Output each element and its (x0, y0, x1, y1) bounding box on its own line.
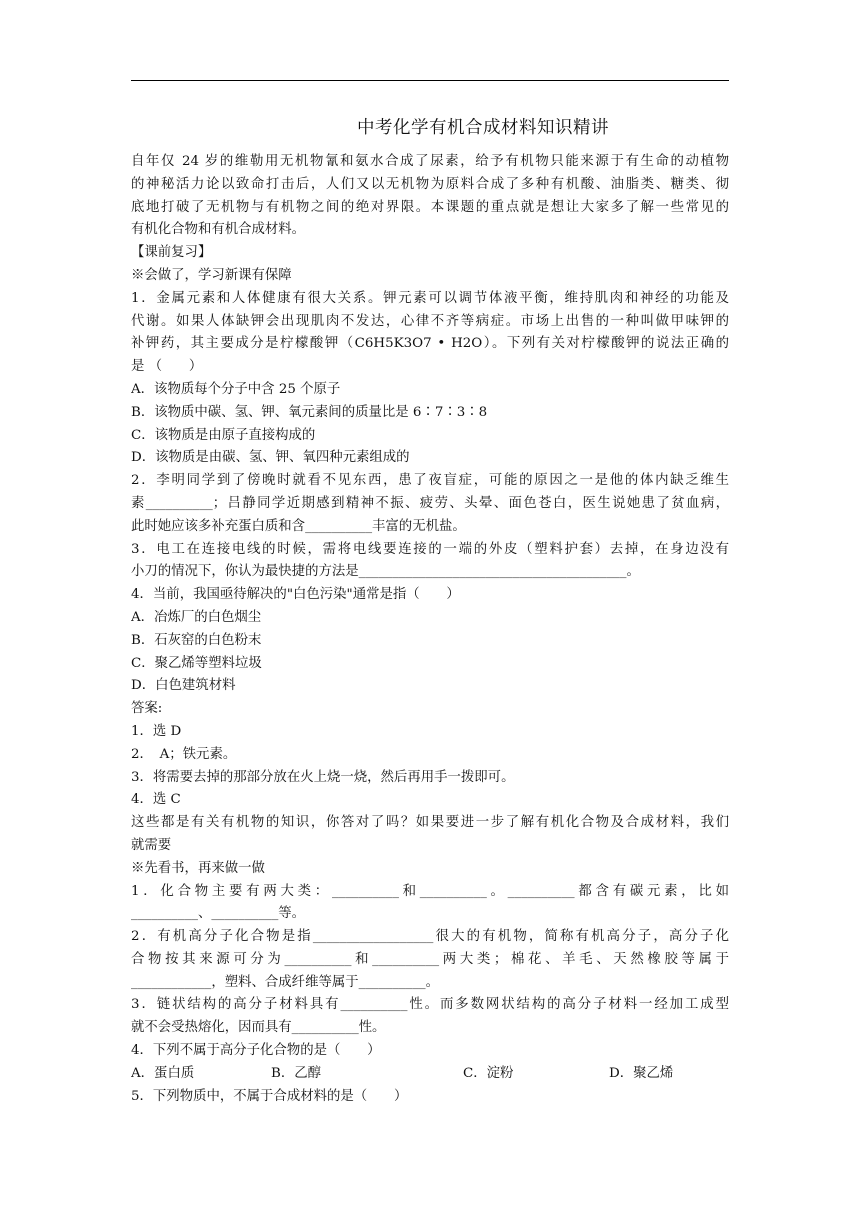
question-3-line: 3．电工在连接电线的时候，需将电线要连接的一端的外皮（塑料护套）去掉，在身边没有 (131, 541, 729, 557)
question-1-line: 补钾药，其主要成分是柠檬酸钾（C6H5K3O7 • H2O）。下列有关对柠檬酸钾的说法正确的 (131, 336, 729, 352)
document-body (131, 151, 729, 1108)
answer-item: 3．将需要去掉的那部分放在火上烧一烧，然后再用手一拨即可。 (131, 769, 515, 785)
question-4-option: D．白色建筑材料 (131, 678, 236, 694)
question-1-option: C．该物质是由原子直接构成的 (131, 427, 316, 443)
review-subheading: ※会做了，学习新课有保障 (131, 267, 292, 283)
answer-item: 2． A；铁元素。 (131, 746, 237, 762)
study-4-options (131, 1063, 729, 1086)
question-4-option: B．石灰窑的白色粉末 (131, 632, 262, 648)
answers-heading: 答案: (131, 701, 163, 717)
study-heading: ※先看书，再来做一做 (131, 860, 265, 876)
intro-line: 有机化合物和有机合成材料。 (131, 222, 306, 238)
question-1-line: 1．金属元素和人体健康有很大关系。钾元素可以调节体液平衡，维持肌肉和神经的功能及 (131, 290, 729, 306)
question-3-line: 小刀的情况下，你认为最快捷的方法是________________________________________。 (131, 564, 640, 580)
question-1-line: 是 （ ） (131, 359, 203, 375)
study-2-line: 2．有机高分子化合物是指__________________很大的有机物，简称有机高分子，高分子化 (131, 929, 729, 945)
study-5: 5．下列物质中，不属于合成材料的是（ ） (131, 1088, 408, 1104)
study-2-line: 合物按其来源可分为__________和__________两大类；棉花、羊毛、天然橡胶等属于 (131, 951, 729, 967)
study-4-option: A．蛋白质 (131, 1065, 195, 1081)
study-1-line: __________、__________等。 (131, 906, 306, 922)
document-title: 中考化学有机合成材料知识精讲 (357, 118, 609, 138)
study-1-line: 1．化合物主要有两大类：__________和__________。__________都含有碳元素，比如 (131, 883, 729, 899)
question-1-line: 代谢。如果人体缺钾会出现肌肉不发达，心律不齐等病症。市场上出售的一种叫做甲味钾的 (131, 313, 729, 329)
question-4-option: A．冶炼厂的白色烟尘 (131, 609, 262, 625)
intro-line: 底地打破了无机物与有机物之间的绝对界限。本课题的重点就是想让大家多了解一些常见的 (131, 199, 729, 215)
review-heading: 【课前复习】 (131, 245, 212, 261)
study-4-option: C．淀粉 (463, 1065, 514, 1081)
question-1-option: A．该物质每个分子中含 25 个原子 (131, 381, 341, 397)
question-2-line: 素__________；吕静同学近期感到精神不振、疲劳、头晕、面色苍白，医生说她患了贫血病， (131, 495, 729, 511)
answer-item: 1．选 D (131, 723, 182, 739)
question-1-option: B．该物质中碳、氢、钾、氧元素间的质量比是 6∶7∶3∶8 (131, 404, 488, 420)
intro-line: 自年仅 24 岁的维勒用无机物氰和氨水合成了尿素，给予有机物只能来源于有生命的动植物 (131, 154, 729, 169)
transition-line: 这些都是有关有机物的知识，你答对了吗？如果要进一步了解有机化合物及合成材料，我们 (131, 815, 729, 831)
study-4-option: B．乙醇 (271, 1065, 322, 1081)
transition-line: 就需要 (131, 837, 172, 853)
study-4: 4．下列不属于高分子化合物的是（ ） (131, 1043, 381, 1059)
intro-line: 的神秘活力论以致命打击后，人们又以无机物为原料合成了多种有机酸、油脂类、糖类、彻 (131, 176, 729, 192)
study-4-option: D．聚乙烯 (609, 1065, 674, 1081)
study-2-line: ____________，塑料、合成纤维等属于__________。 (131, 974, 439, 990)
question-4: 4．当前，我国亟待解决的"白色污染"通常是指（ ） (131, 587, 460, 603)
answer-item: 4．选 C (131, 792, 181, 808)
study-3-line: 就不会受热熔化，因而具有__________性。 (131, 1020, 386, 1036)
question-2-line: 此时她应该多补充蛋白质和含__________丰富的无机盐。 (131, 518, 466, 534)
question-2-line: 2．李明同学到了傍晚时就看不见东西，患了夜盲症，可能的原因之一是他的体内缺乏维生 (131, 473, 729, 489)
header-rule (131, 80, 729, 81)
study-3-line: 3．链状结构的高分子材料具有__________性。而多数网状结构的高分子材料一经加工成型 (131, 997, 729, 1013)
question-1-option: D．该物质是由碳、氢、钾、氧四种元素组成的 (131, 450, 410, 466)
question-4-option: C．聚乙烯等塑料垃圾 (131, 655, 262, 671)
